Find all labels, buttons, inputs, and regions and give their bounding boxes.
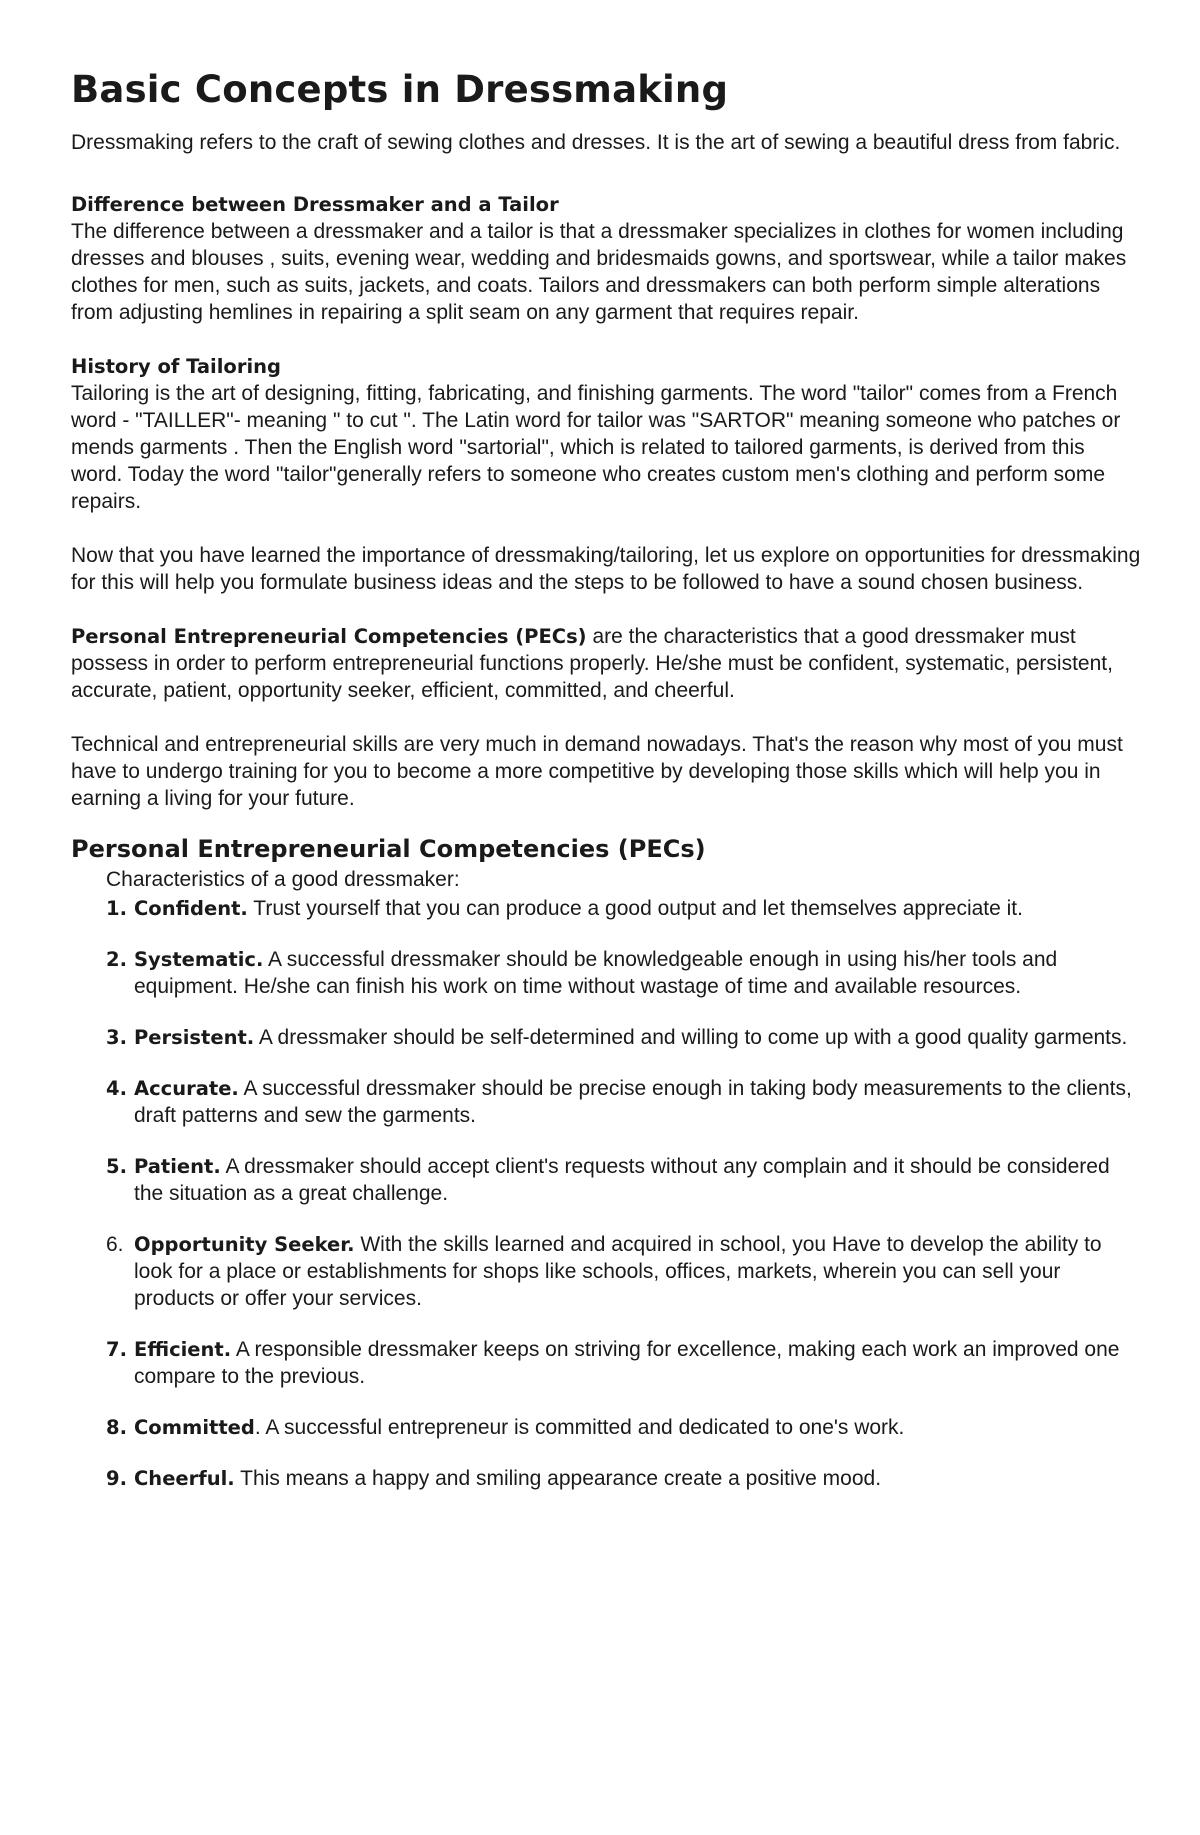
list-item <box>106 1231 1141 1312</box>
item-text: A dressmaker should accept client's requests without any complain and it should be considered the situation as a great challenge. <box>134 1155 1110 1205</box>
pecs-paragraph-text: are the characteristics that a good dressmaker must possess in order to perform entrepreneurial functions properly. He/she must be confident, systematic, persistent, accurate, patient, opportunity seeker, efficient, committed, and cheerful. <box>71 625 1113 702</box>
difference-heading: Difference between Dressmaker and a Tailor <box>71 193 559 216</box>
list-item <box>106 1153 1141 1207</box>
pecs-list-intro: Characteristics of a good dressmaker: <box>106 868 460 891</box>
item-text: A responsible dressmaker keeps on striving for excellence, making each work an improved one compare to the previous. <box>134 1338 1120 1388</box>
item-number: 5. <box>106 1155 127 1178</box>
list-item <box>106 895 1141 922</box>
list-item <box>106 1336 1141 1390</box>
opportunities-paragraph: Now that you have learned the importance of dressmaking/tailoring, let us explore on opportunities for dressmaking for this will help you formulate business ideas and the steps to be followed to have a sound chosen business. <box>71 544 1141 594</box>
pecs-paragraph-bold: Personal Entrepreneurial Competencies (PECs) <box>71 625 587 648</box>
list-item <box>106 1465 1141 1492</box>
item-number: 4. <box>106 1077 127 1100</box>
item-term: Persistent. <box>134 1026 255 1049</box>
item-term: Patient. <box>134 1155 221 1178</box>
difference-section <box>71 191 1141 326</box>
item-number: 3. <box>106 1026 127 1049</box>
list-item <box>106 1414 1141 1441</box>
intro-paragraph: Dressmaking refers to the craft of sewing clothes and dresses. It is the art of sewing a beautiful dress from fabric. <box>71 131 1121 154</box>
history-section <box>71 353 1141 515</box>
item-term: Accurate. <box>134 1077 239 1100</box>
list-item <box>106 946 1141 1000</box>
pecs-list <box>71 866 1141 1492</box>
item-term: Efficient. <box>134 1338 232 1361</box>
list-item <box>106 1024 1141 1051</box>
item-number: 2. <box>106 948 127 971</box>
item-text: Trust yourself that you can produce a good output and let themselves appreciate it. <box>247 897 1023 920</box>
document-page <box>71 68 1141 1516</box>
item-text: With the skills learned and acquired in school, you Have to develop the ability to look for a place or establishments for shops like schools, offices, markets, wherein you can sell your products or offer your services. <box>134 1233 1102 1310</box>
item-term: Opportunity Seeker. <box>134 1233 355 1256</box>
item-term: Systematic. <box>134 948 264 971</box>
history-heading: History of Tailoring <box>71 355 281 378</box>
item-text: A successful dressmaker should be precise enough in taking body measurements to the clients, draft patterns and sew the garments. <box>134 1077 1132 1127</box>
item-number: 7. <box>106 1338 127 1361</box>
item-term: Confident. <box>134 897 248 920</box>
history-text: Tailoring is the art of designing, fitting, fabricating, and finishing garments. The word "tailor" comes from a French word - "TAILLER"- meaning " to cut ". The Latin word for tailor was "SARTOR" meaning someone who patches or mends garments . Then the English word "sartorial", which is related to tailored garments, is derived from this word. Today the word "tailor"generally refers to someone who creates custom men's clothing and perform some repairs. <box>71 382 1121 513</box>
page-title: Basic Concepts in Dressmaking <box>71 68 729 111</box>
item-text: . A successful entrepreneur is committed and dedicated to one's work. <box>254 1416 905 1439</box>
pecs-section <box>71 834 1141 1492</box>
item-term: Committed <box>134 1416 255 1439</box>
pecs-section-heading: Personal Entrepreneurial Competencies (PECs) <box>71 835 706 863</box>
item-text: This means a happy and smiling appearance create a positive mood. <box>234 1467 882 1490</box>
item-number: 1. <box>106 897 127 920</box>
item-text: A dressmaker should be self-determined and willing to come up with a good quality garments. <box>254 1026 1128 1049</box>
pecs-paragraph <box>71 623 1141 704</box>
item-term: Cheerful. <box>134 1467 235 1490</box>
item-number: 9. <box>106 1467 127 1490</box>
item-number: 6. <box>106 1233 124 1256</box>
skills-paragraph: Technical and entrepreneurial skills are very much in demand nowadays. That's the reason why most of you must have to undergo training for you to become a more competitive by developing those skills which will help you in earning a living for your future. <box>71 733 1123 810</box>
difference-text: The difference between a dressmaker and a tailor is that a dressmaker specializes in clothes for women including dresses and blouses , suits, evening wear, wedding and bridesmaids gowns, and sportswear, while a tailor makes clothes for men, such as suits, jackets, and coats. Tailors and dressmakers can both perform simple alterations from adjusting hemlines in repairing a split seam on any garment that requires repair. <box>71 220 1127 324</box>
list-item <box>106 1075 1141 1129</box>
item-text: A successful dressmaker should be knowledgeable enough in using his/her tools and equipment. He/she can finish his work on time without wastage of time and available resources. <box>134 948 1058 998</box>
item-number: 8. <box>106 1416 127 1439</box>
